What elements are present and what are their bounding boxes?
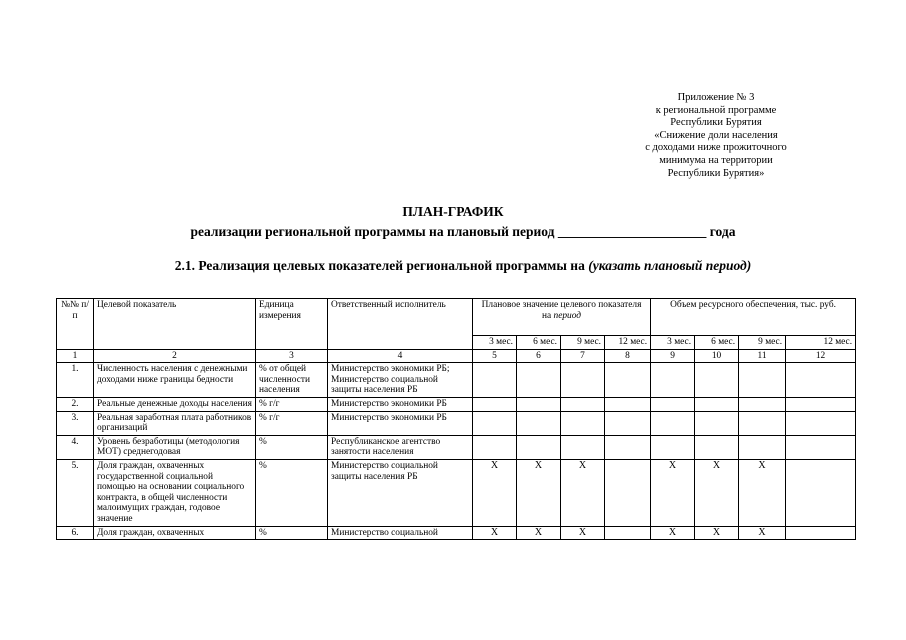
value-cell bbox=[739, 397, 786, 411]
section-title-text: 2.1. Реализация целевых показателей региональной программы на bbox=[174, 258, 589, 273]
value-cell bbox=[786, 459, 856, 526]
table-row bbox=[57, 363, 856, 398]
column-number: 10 bbox=[695, 349, 739, 363]
appendix-line: Республики Бурятия» bbox=[667, 167, 765, 179]
row-number: 1. bbox=[57, 363, 94, 398]
value-cell bbox=[605, 363, 651, 398]
value-cell: Х bbox=[739, 526, 786, 540]
value-cell bbox=[651, 397, 695, 411]
row-indicator: Реальная заработная плата работников организаций bbox=[94, 411, 256, 435]
value-cell bbox=[517, 397, 561, 411]
value-cell bbox=[517, 435, 561, 459]
header-plan-value bbox=[473, 299, 651, 336]
value-cell bbox=[786, 435, 856, 459]
column-number: 7 bbox=[561, 349, 605, 363]
value-cell: Х bbox=[561, 526, 605, 540]
column-number: 1 bbox=[57, 349, 94, 363]
appendix-line: с доходами ниже прожиточного bbox=[645, 142, 787, 154]
value-cell bbox=[739, 435, 786, 459]
value-cell bbox=[786, 397, 856, 411]
row-number: 2. bbox=[57, 397, 94, 411]
document-title: ПЛАН-ГРАФИК bbox=[402, 204, 504, 219]
header-plan-text: Плановое значение целевого показателя на bbox=[481, 300, 642, 321]
plan-table bbox=[56, 298, 856, 540]
row-indicator: Доля граждан, охваченных bbox=[94, 526, 256, 540]
value-cell bbox=[695, 435, 739, 459]
value-cell: Х bbox=[473, 459, 517, 526]
value-cell bbox=[695, 363, 739, 398]
value-cell bbox=[605, 397, 651, 411]
period-header: 3 мес. bbox=[651, 336, 695, 350]
value-cell: Х bbox=[695, 459, 739, 526]
row-unit: % bbox=[256, 526, 328, 540]
row-unit: % bbox=[256, 435, 328, 459]
header-executor: Ответственный исполнитель bbox=[328, 299, 473, 350]
period-header: 9 мес. bbox=[739, 336, 786, 350]
period-header: 9 мес. bbox=[561, 336, 605, 350]
value-cell: Х bbox=[473, 526, 517, 540]
header-indicator: Целевой показатель bbox=[94, 299, 256, 350]
value-cell bbox=[561, 363, 605, 398]
row-executor: Министерство социальной защиты населения РБ bbox=[328, 459, 473, 526]
row-unit: % г/г bbox=[256, 411, 328, 435]
value-cell bbox=[605, 459, 651, 526]
row-unit: % bbox=[256, 459, 328, 526]
appendix-line: минимума на территории bbox=[659, 154, 773, 166]
value-cell bbox=[739, 363, 786, 398]
appendix-line: «Снижение доли населения bbox=[654, 129, 778, 141]
row-indicator: Численность населения с денежными доходами ниже границы бедности bbox=[94, 363, 256, 398]
column-number: 9 bbox=[651, 349, 695, 363]
header-unit: Единица измерения bbox=[256, 299, 328, 350]
value-cell: Х bbox=[517, 459, 561, 526]
value-cell bbox=[517, 411, 561, 435]
value-cell bbox=[786, 363, 856, 398]
value-cell bbox=[561, 435, 605, 459]
value-cell: Х bbox=[561, 459, 605, 526]
column-number: 8 bbox=[605, 349, 651, 363]
row-indicator: Уровень безработицы (методология МОТ) среднегодовая bbox=[94, 435, 256, 459]
row-number: 4. bbox=[57, 435, 94, 459]
period-header: 6 мес. bbox=[517, 336, 561, 350]
value-cell bbox=[605, 435, 651, 459]
row-executor: Министерство экономики РБ bbox=[328, 397, 473, 411]
column-number: 11 bbox=[739, 349, 786, 363]
column-number: 6 bbox=[517, 349, 561, 363]
value-cell bbox=[473, 435, 517, 459]
value-cell bbox=[651, 435, 695, 459]
column-number: 2 bbox=[94, 349, 256, 363]
row-number: 6. bbox=[57, 526, 94, 540]
value-cell bbox=[473, 363, 517, 398]
row-number: 3. bbox=[57, 411, 94, 435]
column-number: 4 bbox=[328, 349, 473, 363]
column-number: 12 bbox=[786, 349, 856, 363]
period-header: 12 мес. bbox=[786, 336, 856, 350]
value-cell bbox=[786, 526, 856, 540]
row-executor: Министерство социальной bbox=[328, 526, 473, 540]
value-cell: Х bbox=[651, 459, 695, 526]
value-cell bbox=[695, 411, 739, 435]
value-cell bbox=[561, 411, 605, 435]
value-cell: Х bbox=[517, 526, 561, 540]
value-cell bbox=[651, 411, 695, 435]
value-cell bbox=[651, 363, 695, 398]
period-header: 6 мес. bbox=[695, 336, 739, 350]
row-executor: Министерство экономики РБ bbox=[328, 411, 473, 435]
value-cell bbox=[473, 397, 517, 411]
row-indicator: Реальные денежные доходы населения bbox=[94, 397, 256, 411]
appendix-block bbox=[600, 92, 832, 180]
appendix-line: Республики Бурятия bbox=[670, 117, 762, 129]
value-cell: Х bbox=[651, 526, 695, 540]
table-row bbox=[57, 411, 856, 435]
table-row bbox=[57, 397, 856, 411]
value-cell bbox=[473, 411, 517, 435]
section-title-italic: (указать плановый период) bbox=[588, 258, 752, 273]
appendix-line: Приложение № 3 bbox=[677, 92, 755, 103]
column-number: 3 bbox=[256, 349, 328, 363]
row-unit: % г/г bbox=[256, 397, 328, 411]
header-num: №№ п/п bbox=[57, 299, 94, 350]
section-title bbox=[0, 258, 906, 274]
document-subtitle: реализации региональной программы на плановый период ______________________ года bbox=[190, 224, 736, 239]
row-unit: % от общей численности населения bbox=[256, 363, 328, 398]
row-executor: Республиканское агентство занятости населения bbox=[328, 435, 473, 459]
header-resource: Объем ресурсного обеспечения, тыс. руб. bbox=[651, 299, 856, 336]
value-cell bbox=[786, 411, 856, 435]
row-executor: Министерство экономики РБ; Министерство социальной защиты населения РБ bbox=[328, 363, 473, 398]
column-number: 5 bbox=[473, 349, 517, 363]
column-number-row bbox=[57, 349, 856, 363]
header-plan-italic: период bbox=[553, 310, 582, 321]
value-cell bbox=[605, 526, 651, 540]
row-number: 5. bbox=[57, 459, 94, 526]
value-cell bbox=[605, 411, 651, 435]
value-cell bbox=[517, 363, 561, 398]
value-cell: Х bbox=[695, 526, 739, 540]
value-cell bbox=[561, 397, 605, 411]
value-cell bbox=[695, 397, 739, 411]
value-cell: Х bbox=[739, 459, 786, 526]
table-row bbox=[57, 459, 856, 526]
table-row bbox=[57, 526, 856, 540]
table-row bbox=[57, 435, 856, 459]
value-cell bbox=[739, 411, 786, 435]
period-header: 3 мес. bbox=[473, 336, 517, 350]
row-indicator: Доля граждан, охваченных государственной социальной помощью на основании социального контракта, в общей численности малоимущих граждан, годовое значение bbox=[94, 459, 256, 526]
period-header: 12 мес. bbox=[605, 336, 651, 350]
appendix-line: к региональной программе bbox=[655, 104, 777, 116]
